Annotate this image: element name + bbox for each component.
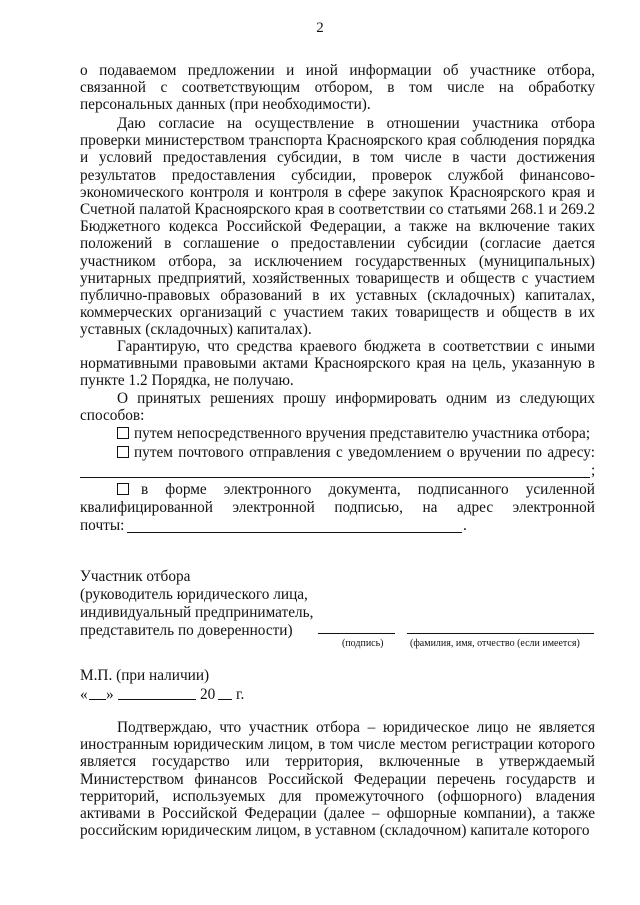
date-year-field[interactable]: [218, 699, 232, 700]
email-address-field[interactable]: [127, 532, 462, 533]
page-number: 2: [316, 20, 324, 36]
option-electronic-line1: в форме электронного документа, подписанного усиленной: [141, 481, 595, 498]
full-name-caption: (фамилия, имя, отчество (если имеется): [410, 638, 580, 649]
participant-line-1: Участник отбора: [80, 568, 191, 585]
full-name-field[interactable]: [407, 633, 594, 634]
checkbox-electronic[interactable]: [117, 483, 129, 495]
option-postal-label: путем почтового отправления с уведомлением о вручении по адресу:: [134, 444, 595, 461]
option-electronic-checkbox-wrap: [117, 481, 134, 498]
date-year-prefix: 20: [200, 686, 216, 703]
paragraph-consent-checks: Даю согласие на осуществление в отношении участника отбора проверки министерством транспорта Красноярского края соблюдения порядка и условий предоставления субсидии, в том числе в части достижения результатов предоставления субсидии, проверок службой финансово-экономического контроля и контроля в сфере закупок Красноярского края и Счетной палатой Красноярского края в соответствии со статьями 268.1 и 269.2 Бюджетного кодекса Российской Федерации, а также на включение таких положений в соглашение о предоставлении субсидии (согласие дается участником отбора, за исключением государственных (муниципальных) унитарных предприятий, хозяйственных товариществ и обществ с участием публично-правовых образований в их уставных (складочных) капиталах, коммерческих организаций с участием таких товариществ и обществ в их уставных (складочных) капиталах).: [80, 115, 595, 339]
option-electronic-line2: квалифицированной электронной подписью, на адрес электронной: [80, 499, 595, 516]
participant-line-4: представитель по доверенности): [80, 622, 293, 639]
postal-address-end: ;: [591, 462, 596, 479]
participant-line-2: (руководитель юридического лица,: [80, 586, 308, 603]
checkbox-direct-delivery[interactable]: [117, 427, 129, 439]
date-year-suffix: г.: [236, 686, 245, 703]
option-direct-delivery-label: путем непосредственного вручения представителю участника отбора;: [134, 425, 591, 442]
stamp-label: М.П. (при наличии): [80, 667, 210, 684]
paragraph-notify-methods: О принятых решениях прошу информировать одним из следующих способов:: [80, 390, 595, 425]
checkbox-postal[interactable]: [117, 446, 129, 458]
date-open-quote: «: [80, 686, 88, 703]
date-month-field[interactable]: [118, 699, 196, 700]
option-direct-delivery: [117, 425, 590, 442]
email-address-end: .: [463, 517, 467, 534]
postal-address-field[interactable]: [80, 477, 590, 478]
option-electronic-email-label: почты:: [80, 517, 125, 534]
option-postal: [117, 444, 595, 461]
date-close-quote: »: [106, 686, 114, 703]
paragraph-offshore-confirmation: Подтверждаю, что участник отбора – юридическое лицо не является иностранным юридическим лицом, в том числе местом регистрации которого является государство или территория, включенные в утверждаемый Министерством финансов Российской Федерации перечень государств и территорий, используемых для промежуточного (офшорного) владения активами в Российской Федерации (далее – офшорные компании), а также российским юридическим лицом, в уставном (складочном) капитале которого: [80, 719, 595, 840]
signature-field[interactable]: [318, 633, 395, 634]
signature-caption: (подпись): [342, 638, 384, 649]
participant-line-3: индивидуальный предприниматель,: [80, 604, 314, 621]
date-day-field[interactable]: [89, 699, 106, 700]
paragraph-personal-data: о подаваемом предложении и иной информации об участнике отбора, связанной с соответствующим отбором, в том числе на обработку персональных данных (при необходимости).: [80, 62, 595, 114]
paragraph-guarantee: Гарантирую, что средства краевого бюджета в соответствии с иными нормативными правовыми актами Красноярского края на цель, указанную в пункте 1.2 Порядка, не получаю.: [80, 338, 595, 390]
